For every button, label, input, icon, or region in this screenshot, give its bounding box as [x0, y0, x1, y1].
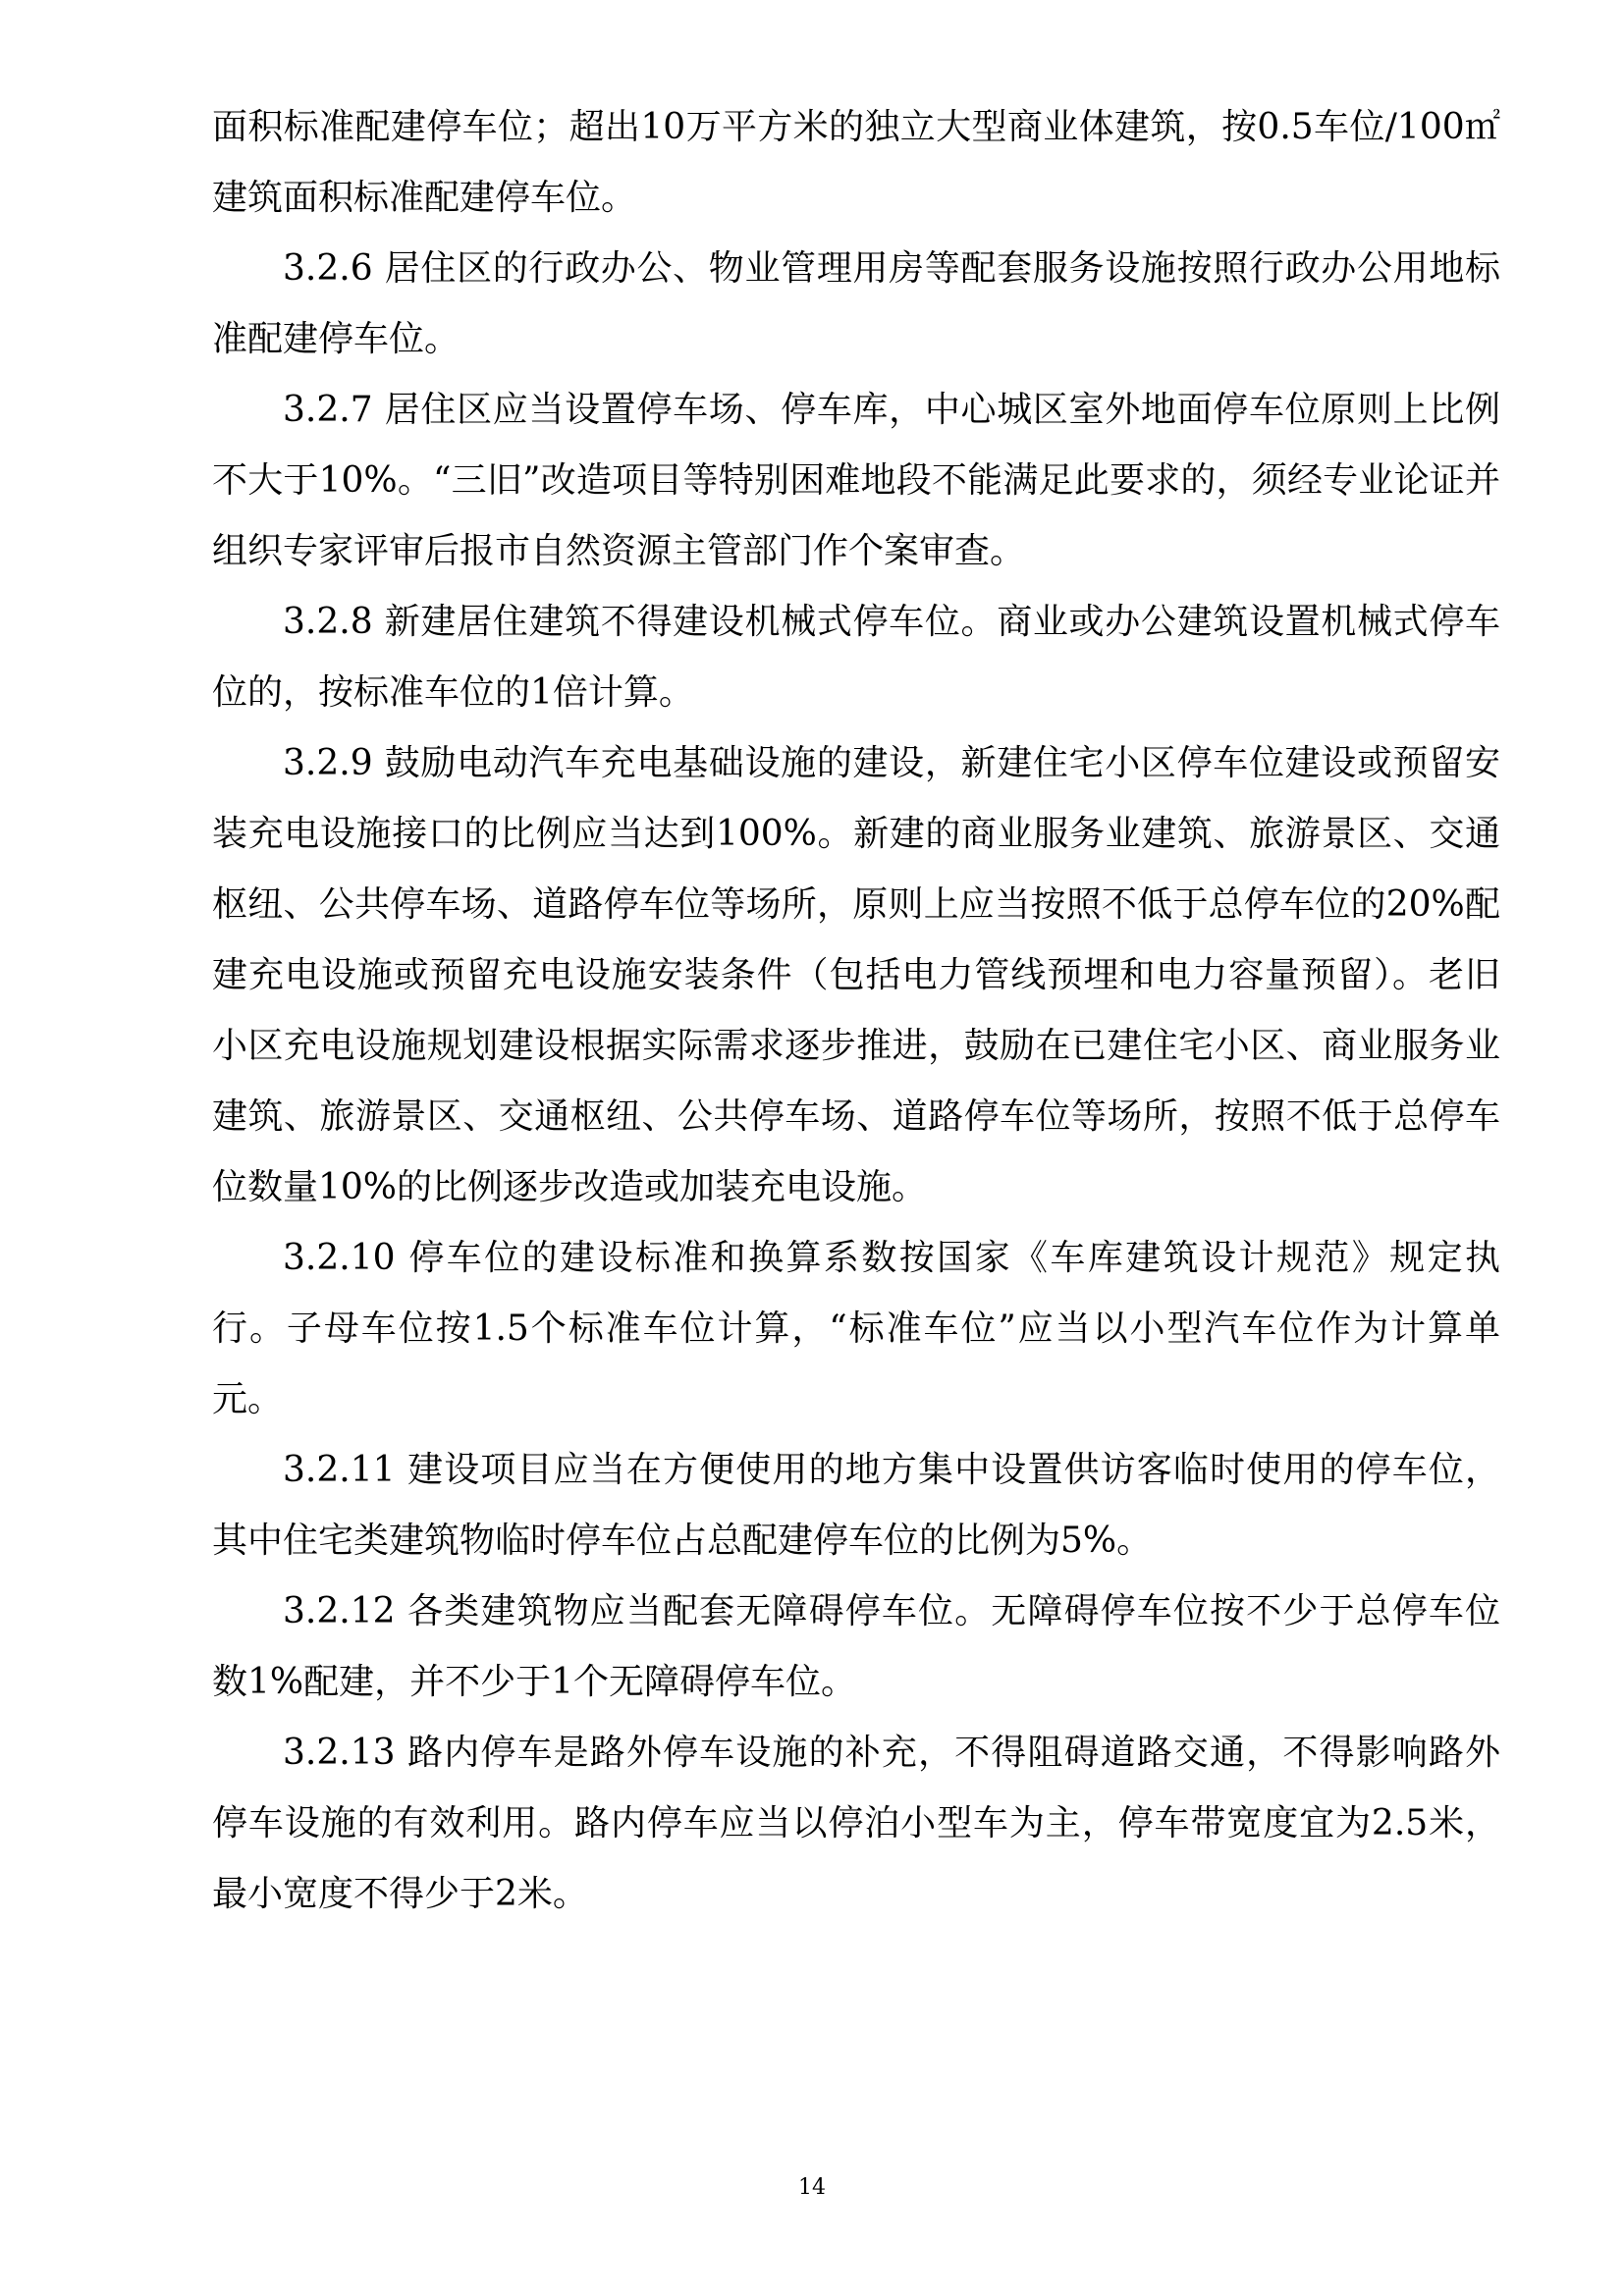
clause-3-2-9: 3.2.9 鼓励电动汽车充电基础设施的建设，新建住宅小区停车位建设或预留安装充电设施接口的比例应当达到100%。新建的商业服务业建筑、旅游景区、交通枢纽、公共停车场、道路停车位等场所，原则上应当按照不低于总停车位的20%配建充电设施或预留充电设施安装条件（包括电力管线预埋和电力容量预留）。老旧小区充电设施规划建设根据实际需求逐步推进，鼓励在已建住宅小区、商业服务业建筑、旅游景区、交通枢纽、公共停车场、道路停车位等场所，按照不低于总停车位数量10%的比例逐步改造或加装充电设施。 [212, 743, 1500, 1207]
clause-3-2-10: 3.2.10 停车位的建设标准和换算系数按国家《车库建筑设计规范》规定执行。子母车位按1.5个标准车位计算，“标准车位”应当以小型汽车位作为计算单元。 [212, 1238, 1500, 1419]
clause-3-2-7: 3.2.7 居住区应当设置停车场、停车库，中心城区室外地面停车位原则上比例不大于10%。“三旧”改造项目等特别困难地段不能满足此要求的，须经专业论证并组织专家评审后报市自然资源主管部门作个案审查。 [212, 390, 1500, 571]
document-body [212, 92, 1500, 1930]
clause-3-2-8: 3.2.8 新建居住建筑不得建设机械式停车位。商业或办公建筑设置机械式停车位的，按标准车位的1倍计算。 [212, 602, 1500, 713]
clause-3-2-12: 3.2.12 各类建筑物应当配套无障碍停车位。无障碍停车位按不少于总停车位数1%配建，并不少于1个无障碍停车位。 [212, 1591, 1500, 1702]
page-number: 14 [798, 2175, 826, 2200]
clause-3-2-11: 3.2.11 建设项目应当在方便使用的地方集中设置供访客临时使用的停车位，其中住宅类建筑物临时停车位占总配建停车位的比例为5%。 [212, 1450, 1500, 1561]
clause-3-2-6: 3.2.6 居住区的行政办公、物业管理用房等配套服务设施按照行政办公用地标准配建停车位。 [212, 248, 1500, 359]
paragraph-continuation: 面积标准配建停车位；超出10万平方米的独立大型商业体建筑，按0.5车位/100㎡建筑面积标准配建停车位。 [212, 107, 1500, 218]
clause-3-2-13: 3.2.13 路内停车是路外停车设施的补充，不得阻碍道路交通，不得影响路外停车设施的有效利用。路内停车应当以停泊小型车为主，停车带宽度宜为2.5米，最小宽度不得少于2米。 [212, 1733, 1500, 1914]
